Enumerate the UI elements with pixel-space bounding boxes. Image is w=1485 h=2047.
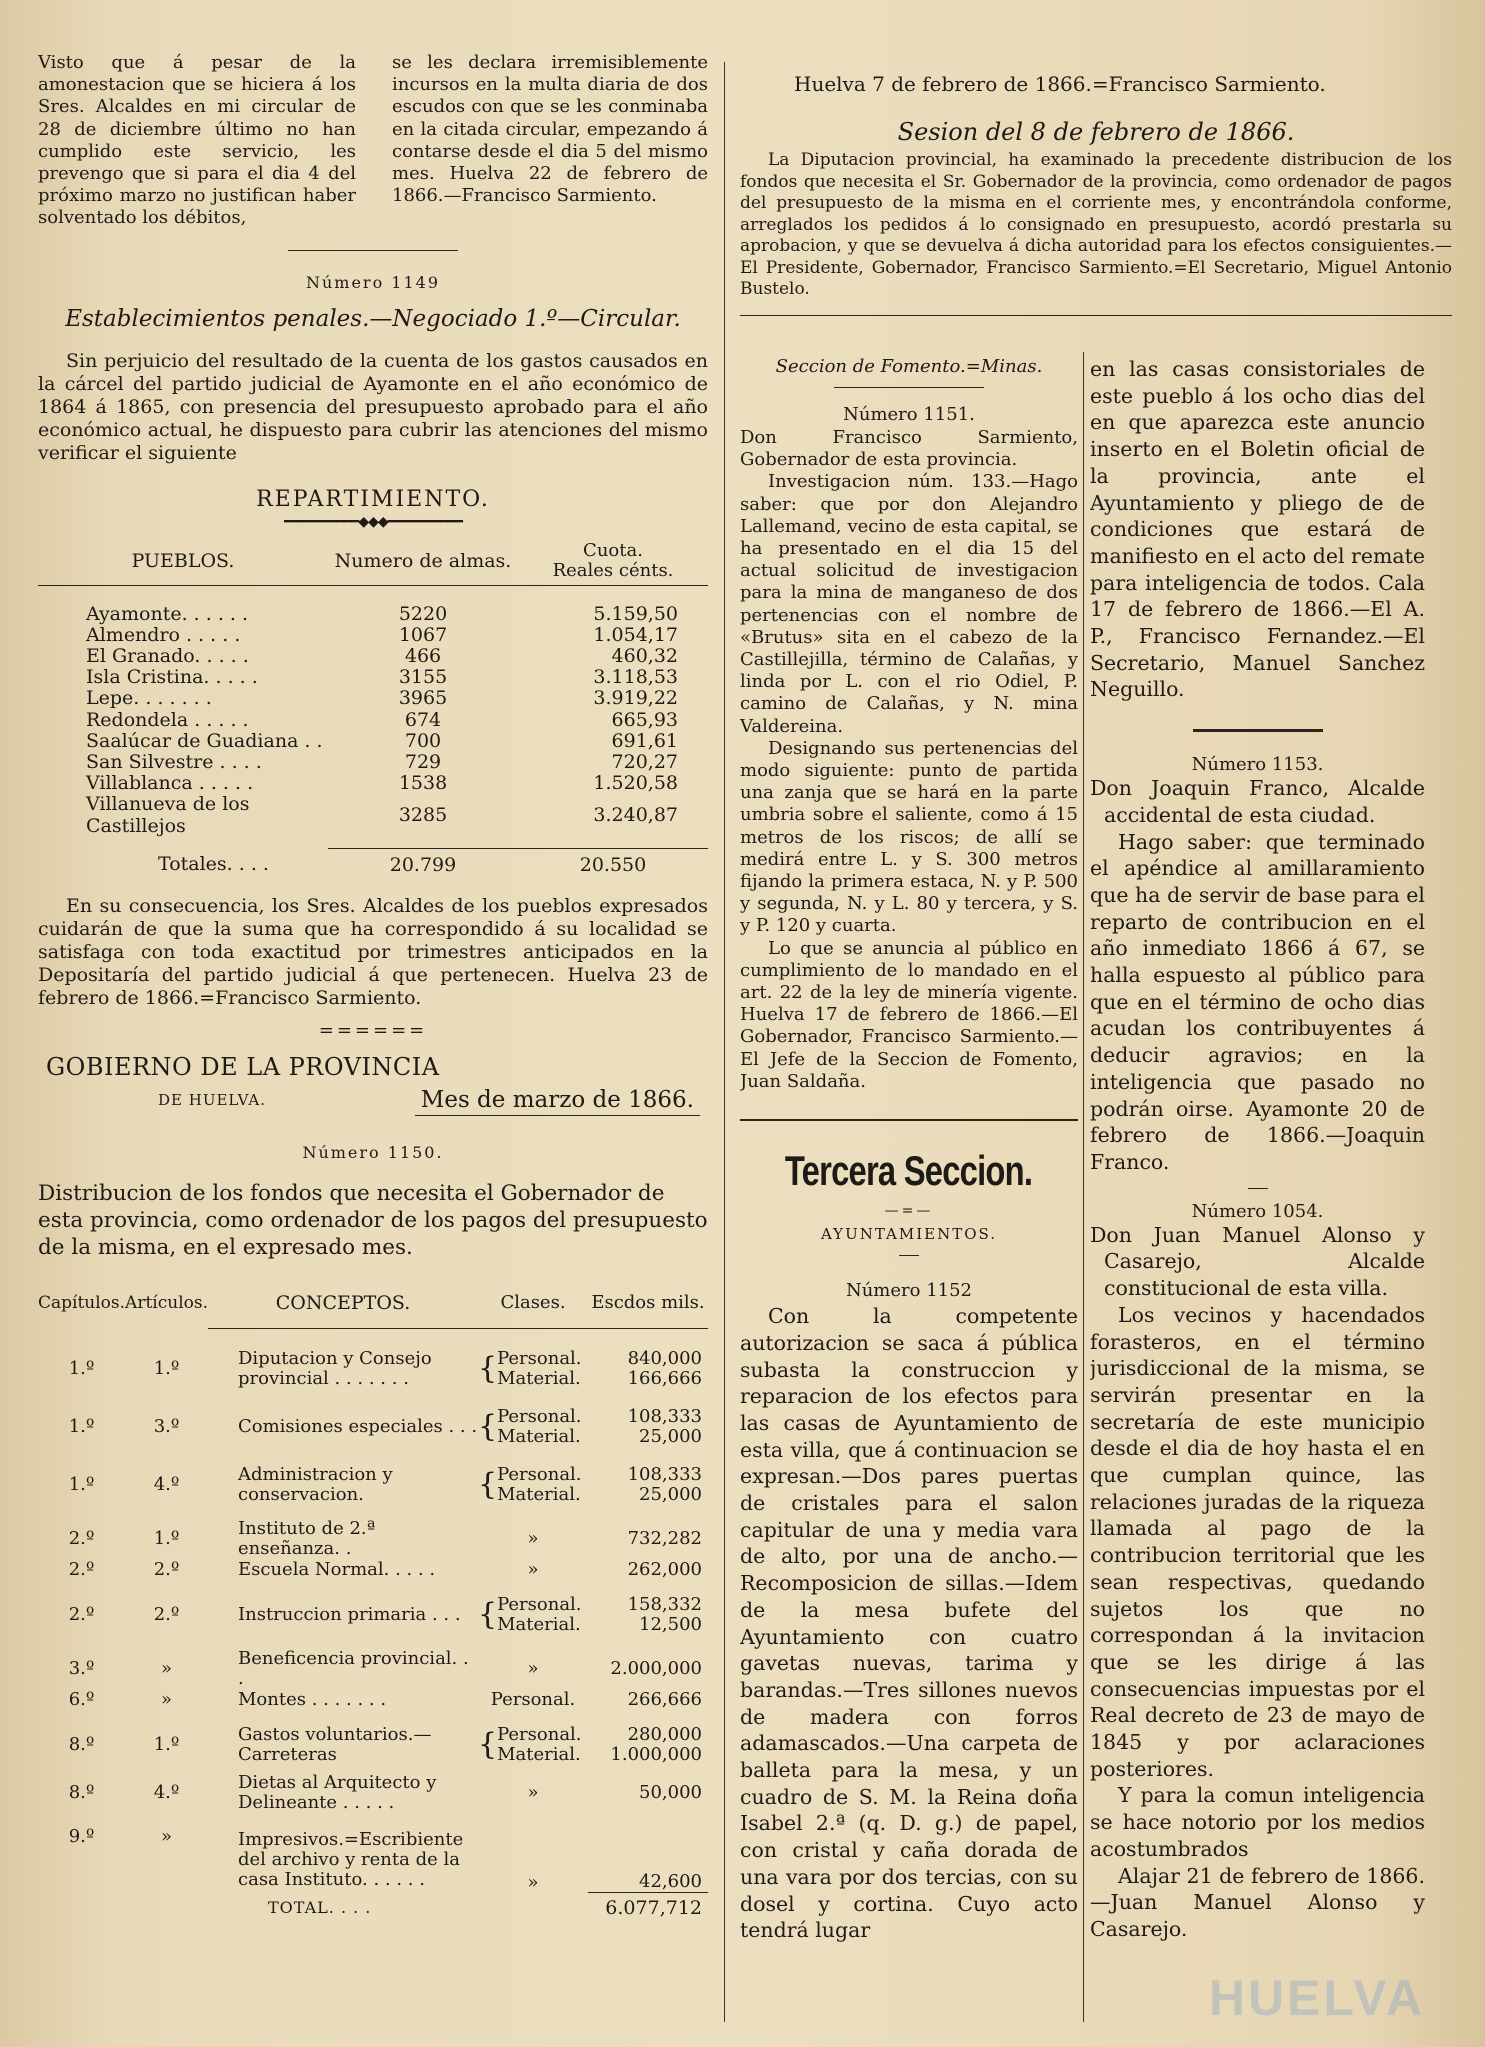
text-1153-b: Hago saber: que terminado el apéndice al amillaramiento que ha de servir de base para el reparto de contribucion en el año inmediato 1866 á 67, se halla espuesto al público para que en el término de ocho dias acudan los contribuyentes á deducir agravios; en la inteligencia que pasado no podrán oirse. Ayamonte 20 de febrero de 1866.—Joaquin Franco. xyxy=(1090,829,1425,1174)
text-1054-b: Los vecinos y hacendados forasteros, en el término jurisdiccional de la misma, se servirán presentar en la secretaría de este municipio desde el dia de hoy hasta el en que cumplan quince, las relaciones juradas de la riqueza llamada al pago de la contribucion territorial que les sean respectivas, quedando sujetos los que no correspondan á la invitacion que se les dirige á las consecuencias impuestas por el Real decreto de 23 de mayo de 1845 y por aclaraciones posteriores. xyxy=(1090,1302,1425,1781)
dist-row: 2.º 2.º Escuela Normal. . . . . » 262,000 xyxy=(68,1558,702,1580)
reparto-title: REPARTIMIENTO. xyxy=(256,486,490,512)
huelva-line: Huelva 7 de febrero de 1866.=Francisco Sarmiento. xyxy=(794,72,1326,96)
dist-row: 3.º » Beneficencia provincial. . . » 2.000,000 xyxy=(68,1647,702,1689)
heading-1149: Establecimientos penales.—Negociado 1.º—Circular. xyxy=(65,305,681,332)
ornament: ━━━━━━━━━━◆◆◆━━━━━━━━━━ xyxy=(284,513,462,530)
top-right-block xyxy=(740,68,1452,316)
dist-row: 2.º 2.º Instruccion primaria . . . {Personal. Material. 158,332 12,500 xyxy=(68,1593,702,1635)
reparto-row: Redondela . . . . . 674 665,93 xyxy=(86,708,678,731)
dist-header-conceptos: CONCEPTOS. xyxy=(208,1277,478,1329)
distribution-table xyxy=(38,1277,708,1923)
separator: ====== xyxy=(318,1019,428,1041)
sesion-text: La Diputacion provincial, ha examinado la precedente distribucion de los fondos que necesita el Sr. Gobernador de la provincia, como ordenador de pagos del presupuesto de la misma en el corriente mes, y encontrándola conforme, arreglados los pedidos á lo consignado en presupuesto, acordó prestarla su aprobacion, y que se devuelva á dicha autoridad para los efectos consiguientes.—El Presidente, Gobernador, Francisco Sarmiento.=El Secretario, Miguel Antonio Bustelo. xyxy=(740,150,1452,299)
dist-header-clases: Clases. xyxy=(478,1277,588,1329)
reparto-row: El Granado. . . . . 466 460,32 xyxy=(86,645,678,668)
number-1153: Número 1153. xyxy=(1191,754,1324,776)
text-1054-a: Don Juan Manuel Alonso y Casarejo, Alcalde constitucional de esta villa. xyxy=(1090,1222,1425,1301)
reparto-row: San Silvestre . . . . 729 720,27 xyxy=(86,751,678,774)
text-1054-d: Alajar 21 de febrero de 1866.—Juan Manuel Alonso y Casarejo. xyxy=(1090,1863,1425,1941)
reparto-row: Villanueva de los Castillejos 3285 3.240,87 xyxy=(86,793,678,837)
library-watermark: HUELVA xyxy=(1208,1970,1425,2026)
dist-row: 8.º 1.º Gastos voluntarios.—Carreteras {Personal. Material. 280,000 1.000,000 xyxy=(68,1723,702,1765)
column-rule-right xyxy=(1083,352,1084,2022)
number-1152: Número 1152 xyxy=(845,1280,973,1302)
reparto-row: Ayamonte. . . . . . 5220 5.159,50 xyxy=(86,602,678,625)
column-rule-main xyxy=(724,62,725,2022)
text-1153-a: Don Joaquin Franco, Alcalde accidental de esta ciudad. xyxy=(1090,776,1425,827)
dist-row: 1.º 1.º Diputacion y Consejo provincial . . . . . . . {Personal. Material. 840,000 166,666 xyxy=(68,1347,702,1389)
divider xyxy=(740,1119,1078,1121)
left-column xyxy=(38,0,708,2047)
tercera-heading-wrap xyxy=(740,1147,1078,1195)
divider xyxy=(834,387,984,388)
dist-header-escudos: Escdos mils. xyxy=(588,1277,708,1329)
text-1054-c: Y para la comun inteligencia se hace notorio por los medios acostumbrados xyxy=(1090,1783,1425,1861)
reparto-header-pueblos: PUEBLOS. xyxy=(38,538,328,586)
separator: —=— xyxy=(884,1203,934,1220)
text-1151-b: Investigacion núm. 133.—Hago saber: que por don Alejandro Lallemand, vecino de esta capital, se ha presentado en el dia 15 del actual solicitud de investigacion para la mina de manganeso de dos pertenencias con el nombre de «Brutus» sita en el cabezo de la Castillejilla, término de Calañas, y linda por L. con el rio Odiel, P. camino de Calañas, y N. mina Valdereina. xyxy=(740,471,1078,737)
reparto-row: Lepe. . . . . . . 3965 3.919,22 xyxy=(86,687,678,710)
dist-header-articulos: Artículos. xyxy=(125,1292,208,1313)
reparto-row: Almendro . . . . . 1067 1.054,17 xyxy=(86,623,678,646)
divider xyxy=(899,1255,919,1256)
intro-text-b: se les declara irremisiblemente incursos en la multa diaria de dos escudos con que se les conminaba en la citada circular, empezando á contarse desde el dia 5 del mismo mes. Huelva 22 de febrero de 1866.—Francisco Sarmiento. xyxy=(392,52,708,207)
text-1151-a: Don Francisco Sarmiento, Gobernador de esta provincia. xyxy=(740,427,1078,471)
reparto-row: Saalúcar de Guadiana . . 700 691,61 xyxy=(86,729,678,752)
divider xyxy=(1248,1188,1268,1189)
reparto-header-almas: Numero de almas. xyxy=(328,538,518,586)
number-1149: Número 1149 xyxy=(305,272,441,292)
heading-1150: Distribucion de los fondos que necesita el Gobernador de esta provincia, como ordenador de los pagos del presupuesto de la misma, en el expresado mes. xyxy=(38,1180,708,1260)
dist-header-capitulos: Capítulos. xyxy=(38,1292,126,1313)
number-1054: Número 1054. xyxy=(1191,1200,1324,1222)
dist-row: 6.º » Montes . . . . . . . Personal. 266,666 xyxy=(68,1688,702,1710)
gobierno-title: GOBIERNO DE LA PROVINCIA xyxy=(46,1052,440,1081)
text-1149-end: En su consecuencia, los Sres. Alcaldes de los pueblos expresados cuidarán de que la suma que ha correspondido á su localidad se satisfaga con toda exactitud por trimestres anticipados en la Depositaría del partido judicial á que pertenecen. Huelva 23 de febrero de 1866.=Francisco Sarmiento. xyxy=(38,894,708,1009)
number-1151: Número 1151. xyxy=(843,404,975,425)
divider xyxy=(1193,729,1323,732)
text-1152-cont: en las casas consistoriales de este pueblo á los ocho dias del en que aparezca este anuncio inserto en el Boletin oficial de la provincia, ante el Ayuntamiento y pliego de de condiciones que estará de manifiesto en el acto del remate para inteligencia de todos. Cala 17 de febrero de 1866.—El A. P., Francisco Fernandez.—El Secretario, Manuel Sanchez Neguillo. xyxy=(1090,357,1425,702)
middle-column xyxy=(740,356,1078,2047)
dist-row: 8.º 4.º Dietas al Arquitecto y Delineante . . . . . » 50,000 xyxy=(68,1771,702,1813)
text-1151-d: Lo que se anuncia al público en cumplimiento de lo mandado en el art. 22 de la ley de minería vigente. Huelva 17 de febrero de 1866.—El Gobernador, Francisco Sarmiento.—El Jefe de la Seccion de Fomento, Juan Saldaña. xyxy=(740,937,1078,1092)
tercera-heading: Tercera Seccion. xyxy=(785,1147,1033,1195)
reparto-row: Villablanca . . . . . 1538 1.520,58 xyxy=(86,772,678,795)
dist-row: 9.º » Impresivos.=Escribiente del archivo y renta de la casa Instituto. . . . . . » 42,600 xyxy=(68,1825,702,1893)
dist-row: 2.º 1.º Instituto de 2.ª enseñanza. . » 732,282 xyxy=(68,1517,702,1559)
text-1152: Con la competente autorizacion se saca á pública subasta la construccion y reparacion de los efectos para las casas de Ayuntamiento de esta villa, que á continuacion se expresan.—Dos pares puertas de cristales para el salon capitular de una y media vara de alto, por una de ancho.—Recomposicion de sillas.—Idem de la mesa bufete del Ayuntamiento con cuatro gavetas nuevas, tarima y barandas.—Tres sillones nuevos de madera con forros adamascados.—Una carpeta de balleta para la mesa, y un cuadro de S. M. la Reina doña Isabel 2.ª (q. D. g.) de papel, con cristal y caña dorada de una vara por dos tercias, con su dosel y cortina. Cuyo acto tendrá lugar xyxy=(740,1304,1078,1943)
dist-row: 1.º 3.º Comisiones especiales . . . {Personal. Material. 108,333 25,000 xyxy=(68,1405,702,1447)
ayuntamientos-heading: AYUNTAMIENTOS. xyxy=(820,1225,998,1244)
gobierno-header xyxy=(38,1053,708,1121)
gobierno-sub: DE HUELVA. xyxy=(158,1090,267,1109)
reparto-header-cuota: Cuota. Reales cénts. xyxy=(518,538,708,586)
text-1149: Sin perjuicio del resultado de la cuenta de los gastos causados en la cárcel del partido judicial de Ayamonte en el año económico de 1864 á 1865, con presencia del presupuesto aprobado para el año económico actual, he dispuesto para cubrir las atenciones del mismo verificar el siguiente xyxy=(38,349,708,464)
dist-row: 1.º 4.º Administracion y conservacion. {Personal. Material. 108,333 25,000 xyxy=(68,1463,702,1505)
divider xyxy=(288,250,458,251)
reparto-table xyxy=(38,538,708,881)
dist-total-row: TOTAL. . . . 6.077,712 xyxy=(38,1893,708,1923)
reparto-row: Isla Cristina. . . . . 3155 3.118,53 xyxy=(86,666,678,689)
right-column xyxy=(1090,356,1425,2047)
gobierno-month: Mes de marzo de 1866. xyxy=(415,1087,700,1116)
text-1151-c: Designando sus pertenencias del modo siguiente: punto de partida una zanja que se hará en la parte umbria sobre el saliente, como á 15 metros de los riscos; de allí se medirá entre L. y S. 300 metros fijando la primera estaca, N. y P. 500 y segunda, N. y L. 80 y tercera, y S. y P. 120 y cuarta. xyxy=(740,737,1078,937)
divider xyxy=(740,315,1452,316)
fomento-heading: Seccion de Fomento.=Minas. xyxy=(775,356,1043,377)
reparto-total-row: Totales. . . . 20.799 20.550 xyxy=(158,853,647,876)
number-1150: Número 1150. xyxy=(302,1142,444,1162)
intro-text-a: Visto que á pesar de la amonestacion que se hiciera á los Sres. Alcaldes en mi circular de 28 de diciembre último no han cumplido este servicio, les prevengo que si para el dia 4 del próximo marzo no justifican haber solventado los débitos, xyxy=(38,52,356,229)
sesion-heading: Sesion del 8 de febrero de 1866. xyxy=(897,118,1295,146)
